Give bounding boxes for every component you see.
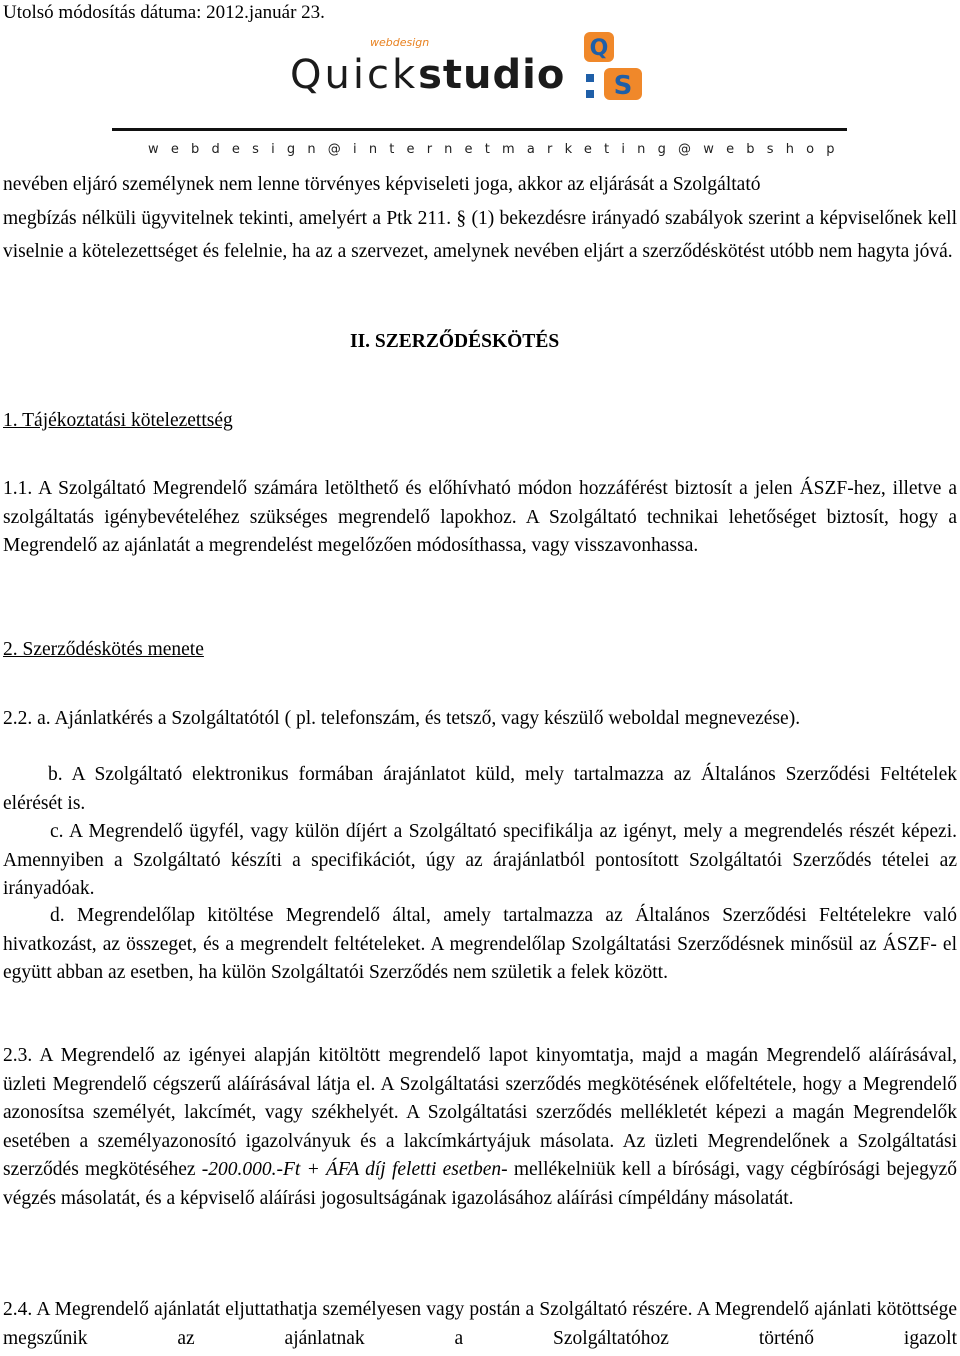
paragraph-2-3: 2.3. A Megrendelő az igényei alapján kitöltött megrendelő lapot kinyomtatja, majd a magán Megrendelő aláírásával, üzleti Megrendelő cégszerű aláírásával látja el. A Szolgáltatási szerződés megkötésének előfeltétele, hogy a Megrendelő azonosítsa személyét, lakcímét, vagy székhelyét. A Szolgáltatási szerződés mellékletét képezi a magán Megrendelők esetében a személyazonosító igazolványuk és a lakcímkártyájuk másolata. Az üzleti Megrendelőnek a Szolgáltatási szerződés megkötéséhez -200.000.-Ft + ÁFA díj feletti esetben- mellékelniük kell a bírósági, vagy cégbírósági bejegyző végzés másolatát, és a képviselő aláírási jogosultságának igazolásához aláírási címpéldány másolatát. [3,1045,957,1209]
paragraph-line: nevében eljáró személynek nem lenne törvényes képviseleti joga, akkor az eljárását a Szolgáltató [3,174,761,195]
logo-name-thin: Quick [290,52,419,98]
logo-q-letter: Q [589,36,609,61]
paragraph-2-2-d: d. Megrendelőlap kitöltése Megrendelő által, amely tartalmazza az Általános Szerződési Feltételekre való hivatkozást, az összeget, és a megrendelt feltételeket. A megrendelőlap Szolgáltatási Szerződésnek minősül az ÁSZF- el együtt abban az esetben, ha külön Szolgáltatói Szerződés nem születik a felek között. [3,905,957,983]
paragraph-2-2-b: b. A Szolgáltató elektronikus formában árajánlatot küld, mely tartalmazza az Általános Szerződési Feltételek elérését is. [3,764,957,814]
paragraph-continuation: megbízás nélküli ügyvitelnek tekinti, amelyért a Ptk 211. § (1) bekezdésre irányadó szabályok szerint a képviselőnek kell viselnie a kötelezettséget és felelnie, ha az a szervezet, amelynek nevében eljárt a szerződéskötést utóbb nem hagyta jóvá. [3,208,957,262]
quickstudio-logo [290,28,670,108]
subsection-title-2: 2. Szerződéskötés menete [3,639,204,660]
logo-webdesign-label: webdesign [370,36,430,49]
subsection-title-1: 1. Tájékoztatási kötelezettség [3,410,233,431]
paragraph-2-2-c: c. A Megrendelő ügyfél, vagy külön díjért a Szolgáltató specifikálja az igényt, mely a megrendelés részét képezi. Amennyiben a Szolgáltató készíti a specifikációt, úgy az árajánlatból pontosított Szolgáltatói Szerződés tételei az irányadóak. [3,821,957,899]
logo-wordmark [290,50,565,100]
section-title: II. SZERZŐDÉSKÖTÉS [350,331,560,352]
paragraph-1-1: 1.1. A Szolgáltató Megrendelő számára letölthető és előhívható módon hozzáférést biztosít a jelen ÁSZF-hez, illetve a szolgáltatás igénybevételéhez szükséges megrendelő lapokhoz. A Szolgáltató technikai lehetőséget biztosít, hogy a Megrendelő az ajánlatát a megrendelést megelőzően módosíthassa, vagy visszavonhassa. [3,478,957,556]
header-rule [112,128,847,131]
logo-mark-icon [582,28,662,108]
modified-date: Utolsó módosítás dátuma: 2012.január 23. [3,2,325,23]
logo-name-bold: studio [418,52,566,98]
logo-tagline: webdesign@internetmarketing@webshop [148,142,847,157]
paragraph-2-2-a: 2.2. a. Ajánlatkérés a Szolgáltatótól ( pl. telefonszám, és tetsző, vagy készülő weboldal megnevezése). [3,708,801,729]
svg-text:S: S [613,71,633,101]
paragraph-2-4: 2.4. A Megrendelő ajánlatát eljuttathatja személyesen vagy postán a Szolgáltató részére. A Megrendelő ajánlati kötöttsége megszűnik az ajánlatnak a Szolgáltatóhoz történő igazolt [3,1299,957,1349]
